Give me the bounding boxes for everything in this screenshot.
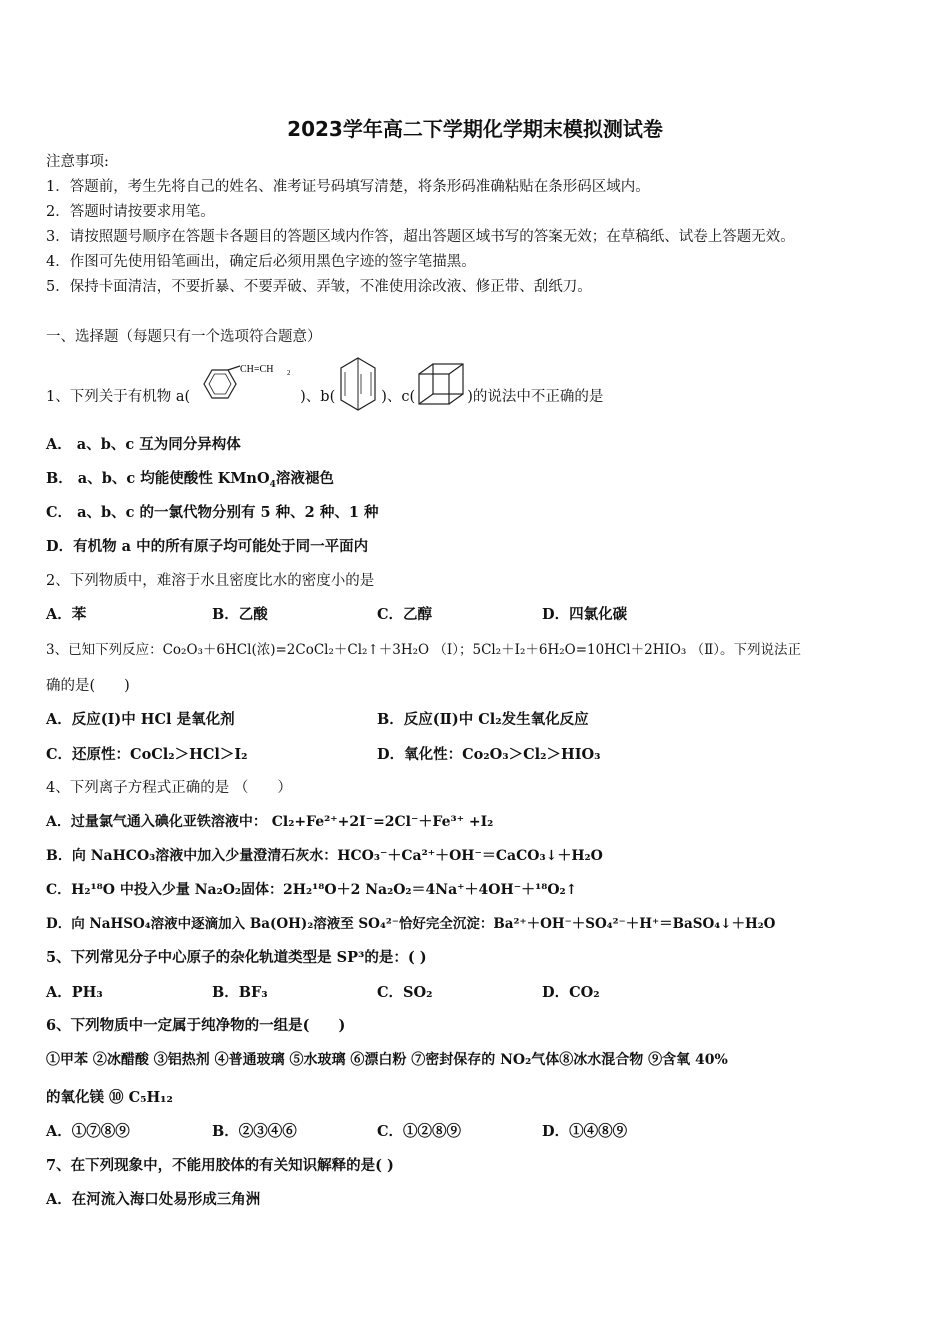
styrene-structure-icon (190, 362, 300, 432)
q7-stem: 7、在下列现象中，不能用胶体的有关知识解释的是( ) (46, 1157, 394, 1174)
q6-items-line2: 的氧化镁 ⑩ C₅H₁₂ (46, 1089, 173, 1106)
q5-option-b: B．BF₃ (212, 984, 268, 1001)
q1-option-d: D．有机物 a 中的所有原子均可能处于同一平面内 (46, 538, 369, 555)
q1-option-b (46, 469, 334, 489)
q1-option-b-sub: 4 (269, 479, 276, 490)
q6-stem: 6、下列物质中一定属于纯净物的一组是( ) (46, 1017, 346, 1034)
styrene-label: CH=CH (240, 364, 274, 375)
q1-stem-part2: )、b( (300, 389, 336, 405)
q5-stem: 5、下列常见分子中心原子的杂化轨道类型是 SP³的是：( ) (46, 949, 427, 966)
exam-title: 2023学年高二下学期化学期末模拟测试卷 (287, 117, 663, 141)
q1-stem-part1: 1、下列关于有机物 a( (46, 389, 191, 405)
q3-option-c: C．还原性：CoCl₂＞HCl＞I₂ (46, 746, 248, 763)
q3-stem-cont: 确的是( ) (46, 678, 130, 694)
q1-stem-part4: )的说法中不正确的是 (467, 389, 604, 405)
q1-option-a: A． a、b、c 互为同分异构体 (46, 436, 241, 453)
q4-option-a: A．过量氯气通入碘化亚铁溶液中： Cl₂+Fe²⁺+2I⁻=2Cl⁻＋Fe³⁺ +I₂ (46, 814, 494, 830)
q3-option-a: A．反应(Ⅰ)中 HCl 是氧化剂 (46, 711, 235, 728)
cubane-structure-icon (415, 360, 467, 434)
notice-item-5: 5．保持卡面清洁，不要折暴、不要弄破、弄皱，不准使用涂改液、修正带、刮纸刀。 (46, 279, 592, 295)
q5-option-c: C．SO₂ (377, 984, 433, 1001)
section-heading: 一、选择题（每题只有一个选项符合题意） (46, 329, 322, 345)
q1-option-b-text: B． a、b、c 均能使酸性 KMnO (46, 470, 270, 487)
notice-item-4: 4．作图可先使用铅笔画出，确定后必须用黑色字迹的签字笔描黑。 (46, 254, 476, 270)
q5-option-d: D．CO₂ (542, 984, 600, 1001)
styrene-label-sub: 2 (287, 369, 291, 377)
q1-stem (46, 354, 603, 414)
q2-option-b: B．乙酸 (212, 606, 268, 623)
q6-option-c: C．①②⑧⑨ (377, 1123, 462, 1140)
notice-heading: 注意事项: (46, 154, 109, 170)
q4-option-c: C．H₂¹⁸O 中投入少量 Na₂O₂固体：2H₂¹⁸O＋2 Na₂O₂＝4Na⁺＋4OH⁻＋¹⁸O₂↑ (46, 882, 578, 898)
q3-option-d: D．氧化性：Co₂O₃＞Cl₂＞HIO₃ (377, 746, 601, 763)
q2-option-d: D．四氯化碳 (542, 606, 628, 623)
q4-option-d: D．向 NaHSO₄溶液中逐滴加入 Ba(OH)₂溶液至 SO₄²⁻恰好完全沉淀：Ba²⁺＋OH⁻＋SO₄²⁻＋H⁺＝BaSO₄↓＋H₂O (46, 916, 776, 932)
q1-option-b-text2: 溶液褪色 (275, 470, 334, 487)
q4-option-b: B．向 NaHCO₃溶液中加入少量澄清石灰水：HCO₃⁻＋Ca²⁺＋OH⁻＝CaCO₃↓＋H₂O (46, 848, 603, 864)
q2-option-a: A．苯 (46, 606, 87, 623)
notice-item-2: 2．答题时请按要求用笔。 (46, 204, 215, 220)
q1-option-c: C． a、b、c 的一氯代物分别有 5 种、2 种、1 种 (46, 504, 379, 521)
q6-option-a: A．①⑦⑧⑨ (46, 1123, 130, 1140)
notice-item-1: 1．答题前，考生先将自己的姓名、准考证号码填写清楚，将条形码准确粘贴在条形码区域内。 (46, 179, 650, 195)
q5-option-a: A．PH₃ (46, 984, 103, 1001)
q4-stem: 4、下列离子方程式正确的是 （ ） (46, 780, 292, 796)
q6-option-b: B．②③④⑥ (212, 1123, 297, 1140)
q1-stem-part3: )、c( (381, 389, 416, 405)
q3-stem: 3、已知下列反应：Co₂O₃＋6HCl(浓)=2CoCl₂＋Cl₂↑＋3H₂O （Ⅰ）；5Cl₂＋I₂＋6H₂O=10HCl＋2HIO₃ （Ⅱ）。下列说法正 (46, 642, 802, 658)
q7-option-a: A．在河流入海口处易形成三角洲 (46, 1191, 261, 1208)
barrelene-structure-icon (335, 354, 381, 440)
q2-option-c: C．乙醇 (377, 606, 433, 623)
q3-option-b: B．反应(Ⅱ)中 Cl₂发生氧化反应 (377, 711, 589, 728)
notice-item-3: 3．请按照题号顺序在答题卡各题目的答题区域内作答，超出答题区域书写的答案无效；在草稿纸、试卷上答题无效。 (46, 229, 795, 245)
q6-items-line1: ①甲苯 ②冰醋酸 ③铝热剂 ④普通玻璃 ⑤水玻璃 ⑥漂白粉 ⑦密封保存的 NO₂气体⑧冰水混合物 ⑨含氧 40% (46, 1052, 728, 1068)
q2-stem: 2、下列物质中，难溶于水且密度比水的密度小的是 (46, 573, 375, 589)
q6-option-d: D．①④⑧⑨ (542, 1123, 628, 1140)
